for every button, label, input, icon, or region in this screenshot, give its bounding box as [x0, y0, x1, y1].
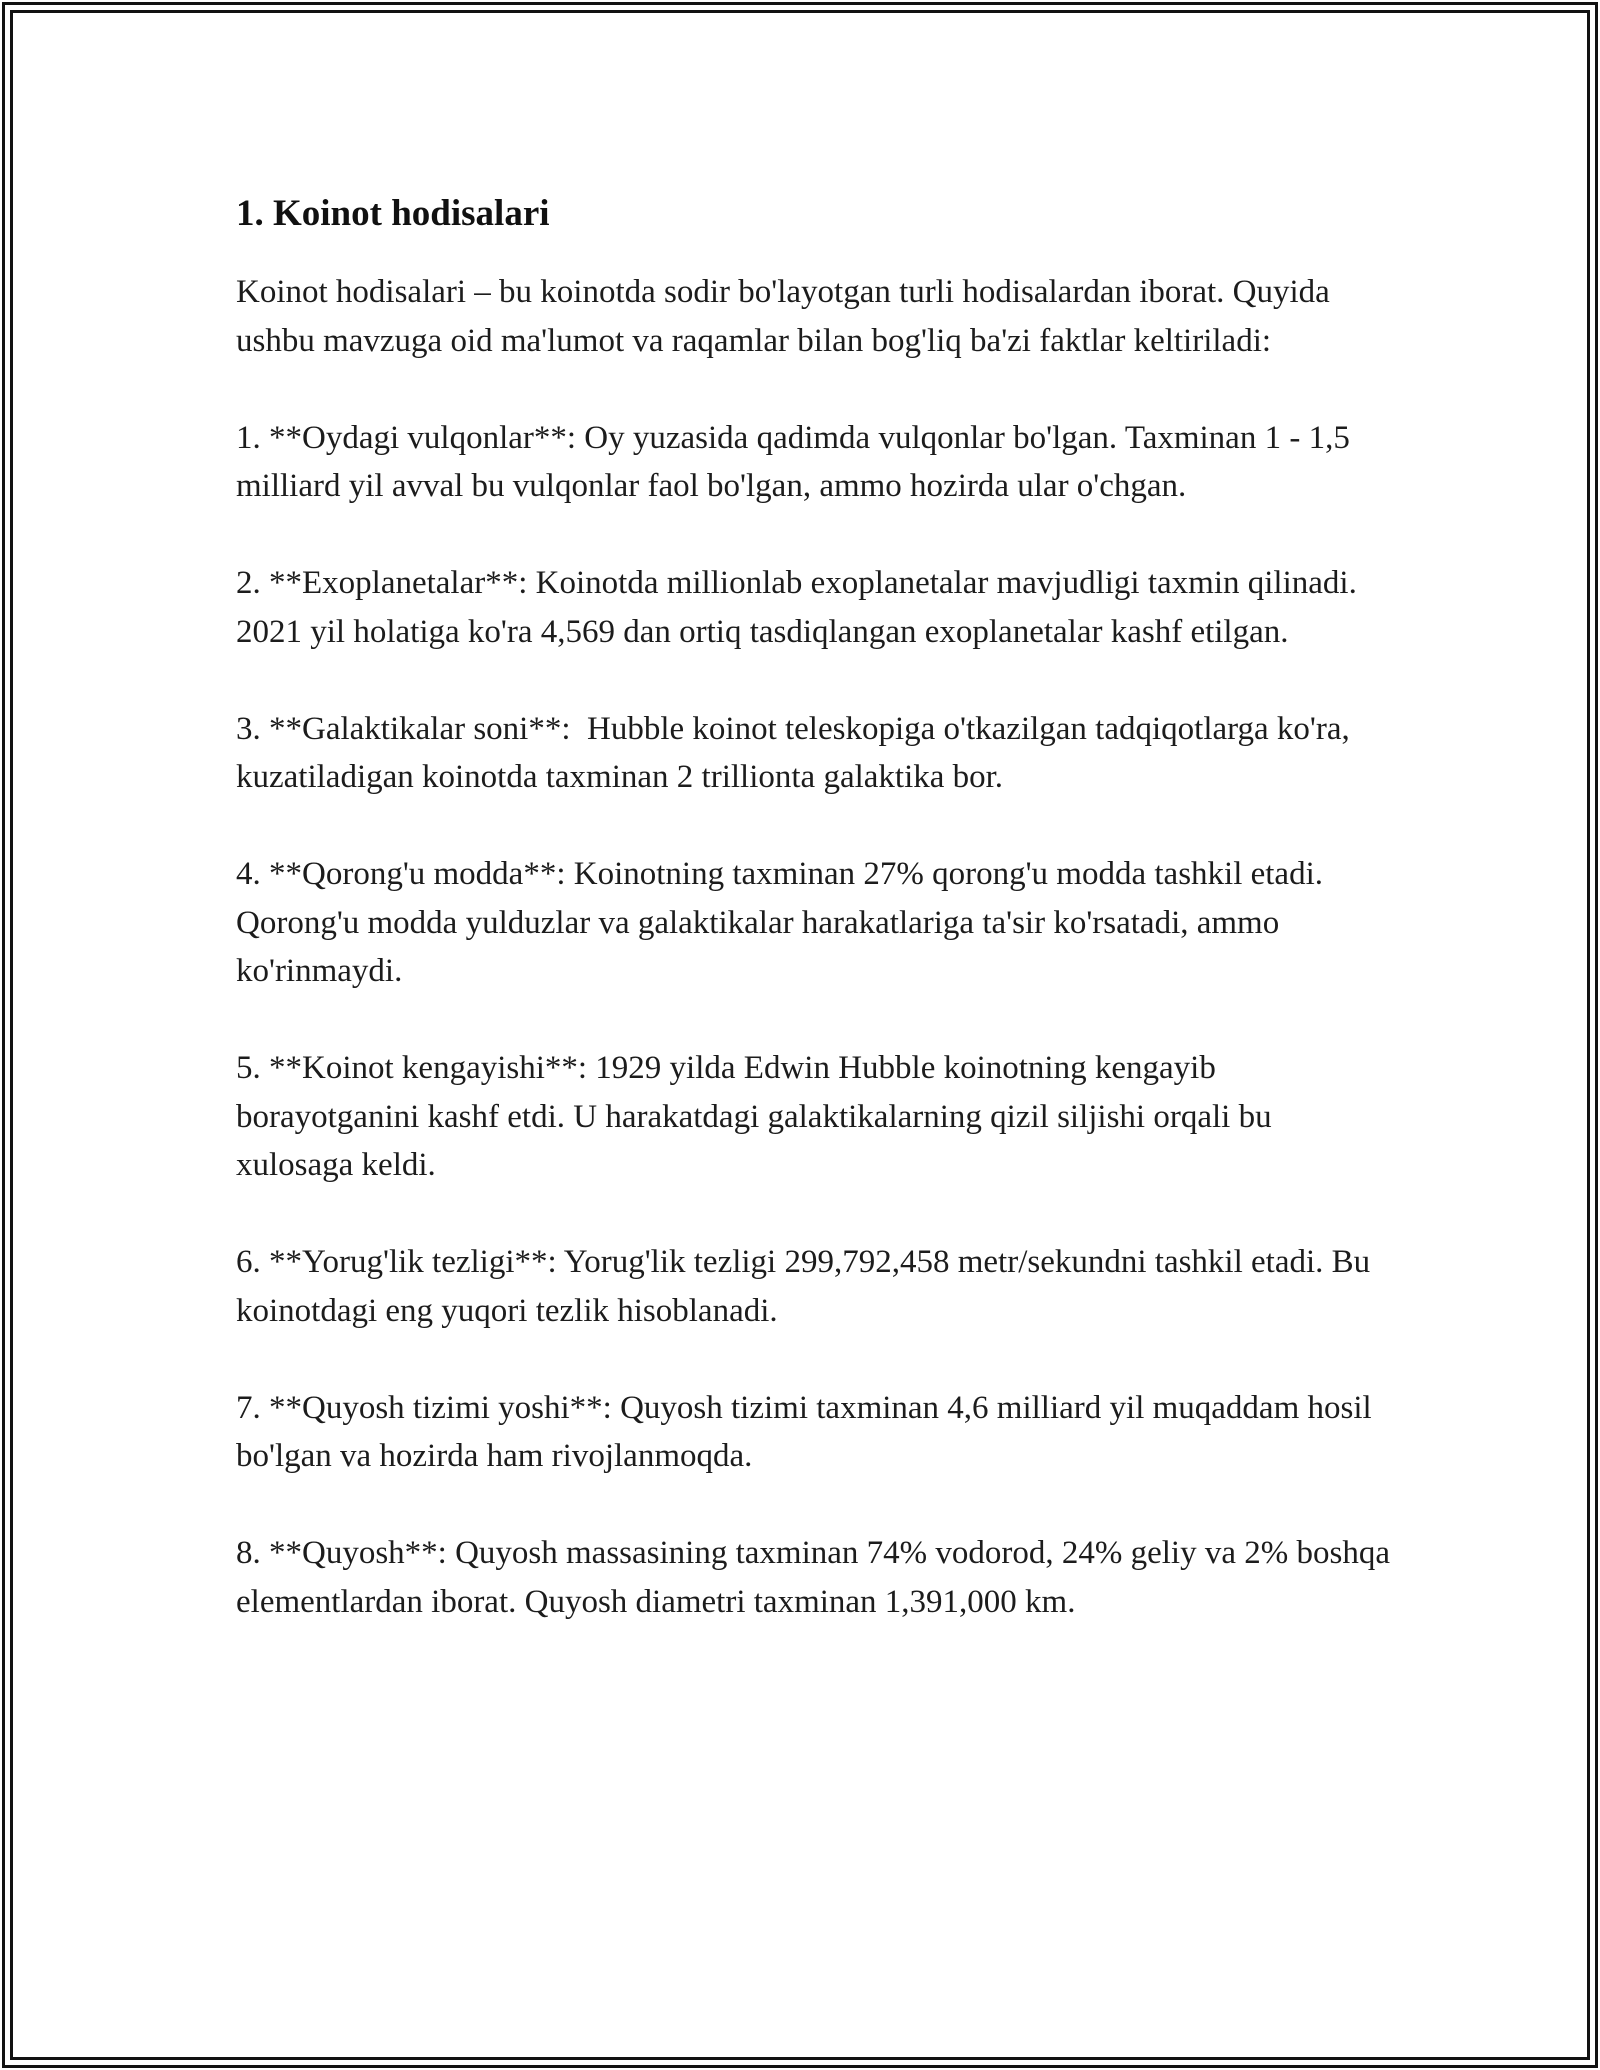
- fact-item-2: 2. **Exoplanetalar**: Koinotda millionlab exoplanetalar mavjudligi taxmin qilinadi. 2021 yil holatiga ko'ra 4,569 dan ortiq tasdiqlangan exoplanetalar kashf etilgan.: [236, 565, 1366, 650]
- document-heading: 1. Koinot hodisalari: [236, 193, 550, 234]
- fact-item-8: 8. **Quyosh**: Quyosh massasining taxminan 74% vodorod, 24% geliy va 2% boshqa elementlardan iborat. Quyosh diametri taxminan 1,391,000 km.: [236, 1535, 1399, 1620]
- intro-paragraph: Koinot hodisalari – bu koinotda sodir bo'layotgan turli hodisalardan iborat. Quyida ushbu mavzuga oid ma'lumot va raqamlar bilan bog'liq ba'zi faktlar keltiriladi:: [236, 274, 1339, 359]
- fact-item-6: 6. **Yorug'lik tezligi**: Yorug'lik tezligi 299,792,458 metr/sekundni tashkil etadi. Bu koinotdagi eng yuqori tezlik hisoblanadi.: [236, 1244, 1379, 1329]
- fact-item-4: 4. **Qorong'u modda**: Koinotning taxminan 27% qorong'u modda tashkil etadi. Qorong'u modda yulduzlar va galaktikalar harakatlariga ta'sir ko'rsatadi, ammo ko'rinmaydi.: [236, 856, 1332, 989]
- fact-item-7: 7. **Quyosh tizimi yoshi**: Quyosh tizimi taxminan 4,6 milliard yil muqaddam hosil bo'lgan va hozirda ham rivojlanmoqda.: [236, 1389, 1380, 1474]
- fact-item-5: 5. **Koinot kengayishi**: 1929 yilda Edwin Hubble koinotning kengayib borayotganini kashf etdi. U harakatdagi galaktikalarning qizil siljishi orqali bu xulosaga keldi.: [236, 1050, 1280, 1183]
- document-body: [236, 186, 1399, 1675]
- fact-item-3: 3. **Galaktikalar soni**: Hubble koinot teleskopiga o'tkazilgan tadqiqotlarga ko'ra, kuzatiladigan koinotda taxminan 2 trillionta galaktika bor.: [236, 710, 1359, 795]
- fact-item-1: 1. **Oydagi vulqonlar**: Oy yuzasida qadimda vulqonlar bo'lgan. Taxminan 1 - 1,5 milliard yil avval bu vulqonlar faol bo'lgan, ammo hozirda ular o'chgan.: [236, 419, 1359, 504]
